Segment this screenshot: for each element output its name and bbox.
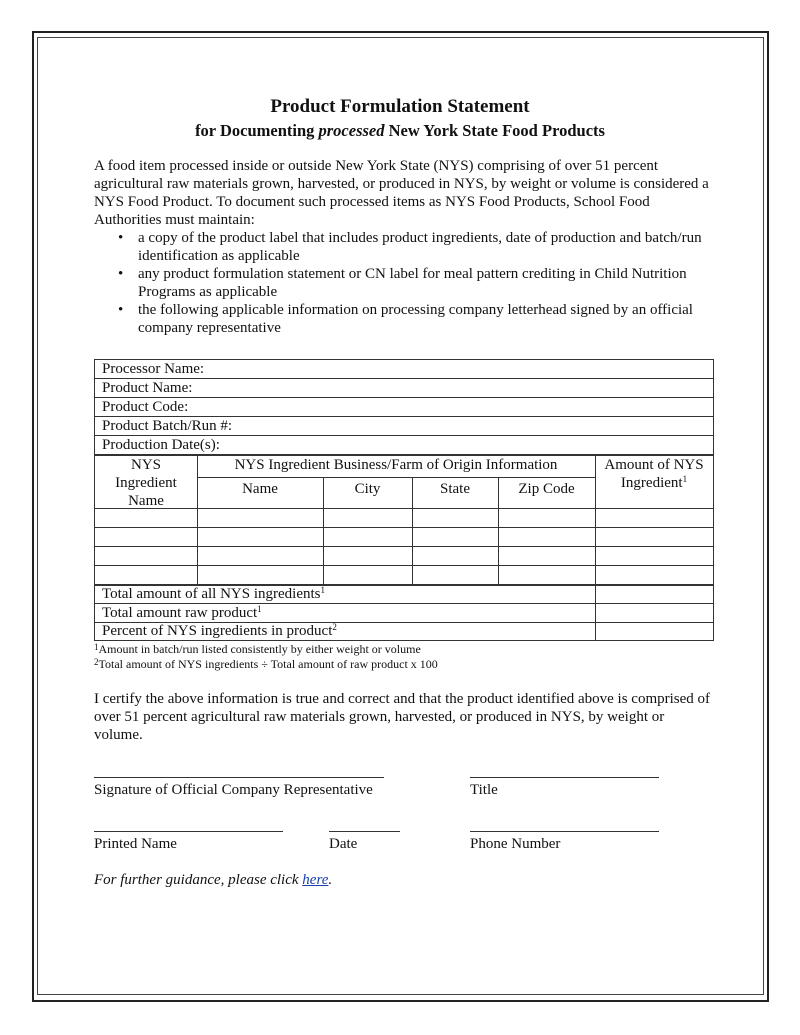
- footnote-ref: 2: [332, 622, 337, 632]
- total-label: Total amount of all NYS ingredients: [102, 586, 321, 602]
- certification-statement: I certify the above information is true and correct and that the product identified above is comprised of over 51 percent agricultural raw materials grown, harvested, or produced in NYS, by weight or volume.: [94, 691, 711, 743]
- footnote-2: [94, 657, 438, 672]
- field-processor-name[interactable]: Processor Name:: [102, 361, 205, 377]
- footnote-ref: 1: [257, 604, 262, 614]
- header-state: State: [440, 481, 470, 497]
- footnote-ref: 1: [320, 585, 325, 595]
- title-line[interactable]: [470, 777, 659, 778]
- subtitle-pre: for Documenting: [195, 121, 319, 140]
- signature-line[interactable]: [94, 777, 384, 778]
- guidance-link[interactable]: here: [302, 872, 329, 888]
- header-city: City: [354, 481, 381, 497]
- field-product-name[interactable]: Product Name:: [102, 380, 193, 396]
- phone-label: Phone Number: [470, 836, 561, 852]
- header-zip-code: Zip Code: [518, 481, 575, 497]
- guidance-post: .: [328, 872, 333, 888]
- footnote-ref: 1: [682, 474, 688, 484]
- bullet-item: • the following applicable information on processing company letterhead signed by an official company representative: [124, 301, 714, 337]
- subtitle-emphasis: processed: [318, 121, 385, 140]
- header-amount: [598, 456, 710, 492]
- header-amount-label: Amount of NYS Ingredient: [604, 457, 704, 491]
- total-label: Percent of NYS ingredients in product: [102, 623, 333, 639]
- bullet-item: • any product formulation statement or CN label for meal pattern crediting in Child Nutrition Programs as applicable: [124, 265, 714, 301]
- page-subtitle: [0, 121, 800, 141]
- printed-name-line[interactable]: [94, 831, 283, 832]
- title-label: Title: [470, 782, 498, 798]
- footnote-text: Amount in batch/run listed consistently by either weight or volume: [98, 642, 421, 656]
- footnote-marker: 2: [94, 657, 99, 667]
- table-row[interactable]: [95, 528, 713, 546]
- header-name: Name: [242, 481, 278, 497]
- intro-paragraph: A food item processed inside or outside New York State (NYS) comprising of over 51 percent agricultural raw materials grown, harvested, or produced in NYS, by weight or volume is considered a NYS Food Product. To document such processed items as NYS Food Products, School Food Authorities must maintain:: [94, 158, 709, 228]
- table-row[interactable]: [95, 509, 713, 527]
- page-title: Product Formulation Statement: [270, 96, 530, 117]
- footnote-1: [94, 642, 421, 657]
- printed-name-label: Printed Name: [94, 836, 177, 852]
- footnote-text: Total amount of NYS ingredients ÷ Total amount of raw product x 100: [98, 657, 438, 671]
- guidance-text: [94, 871, 332, 889]
- total-nys-ingredients[interactable]: [102, 585, 325, 603]
- guidance-pre: For further guidance, please click: [94, 872, 303, 888]
- subtitle-post: New York State Food Products: [384, 121, 605, 140]
- date-label: Date: [329, 836, 358, 852]
- header-ingredient-name: NYS Ingredient Name: [115, 457, 177, 509]
- intro-section: [94, 157, 714, 337]
- signature-label: Signature of Official Company Representative: [94, 782, 373, 798]
- field-production-dates[interactable]: Production Date(s):: [102, 437, 220, 453]
- footnote-marker: 1: [94, 642, 99, 652]
- percent-nys-ingredients[interactable]: [102, 622, 337, 640]
- header-origin-group: NYS Ingredient Business/Farm of Origin Information: [234, 457, 558, 473]
- field-batch-run[interactable]: Product Batch/Run #:: [102, 418, 232, 434]
- table-row[interactable]: [95, 566, 713, 584]
- total-raw-product[interactable]: [102, 604, 262, 622]
- requirements-list: [94, 229, 714, 337]
- table-row[interactable]: [95, 547, 713, 565]
- field-product-code[interactable]: Product Code:: [102, 399, 189, 415]
- date-line[interactable]: [329, 831, 400, 832]
- bullet-item: • a copy of the product label that includes product ingredients, date of production and batch/run identification as applicable: [124, 229, 714, 265]
- total-label: Total amount raw product: [102, 605, 258, 621]
- phone-line[interactable]: [470, 831, 659, 832]
